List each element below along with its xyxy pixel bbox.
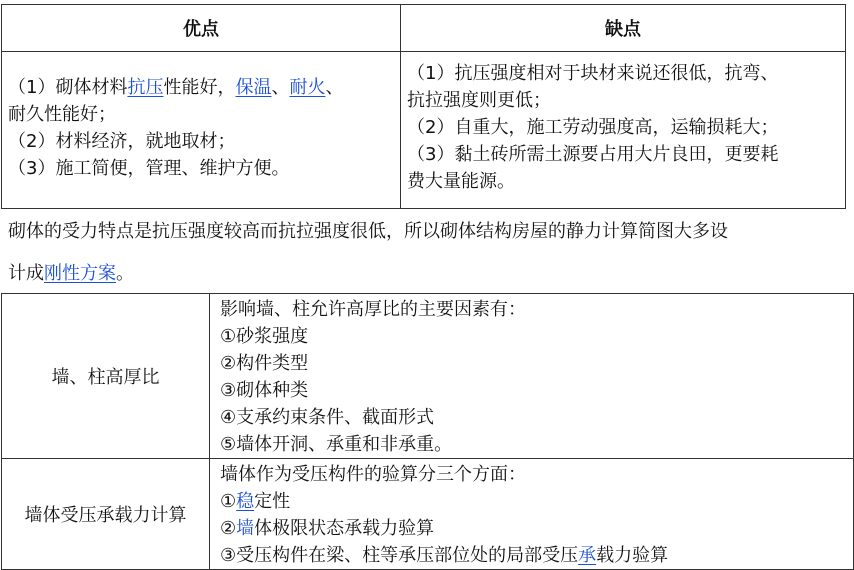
check-item-1 — [220, 488, 853, 515]
link-kangya[interactable]: 抗压 — [127, 77, 164, 98]
pros-text: （1）砌体材料 — [8, 77, 128, 98]
check-item-3 — [220, 542, 853, 569]
paragraph-line-1: 砌体的受力特点是抗压强度较高而抗拉强度很低，所以砌体结构房屋的静力计算简图大多设 — [8, 221, 728, 242]
check-text: 载力验算 — [596, 545, 669, 566]
checks-intro: 墙体作为受压构件的验算分三个方面： — [220, 464, 526, 485]
pros-line-1 — [8, 74, 394, 101]
paragraph-text: 计成 — [8, 263, 44, 284]
pros-line-2: 耐久性能好； — [8, 104, 116, 125]
cons-line-1: （1）抗压强度相对于块材来说还很低，抗弯、 — [407, 63, 779, 84]
height-thickness-factors — [210, 294, 854, 459]
cons-cell — [401, 52, 846, 209]
paragraph-text: 。 — [116, 263, 134, 284]
pros-text: 、 — [271, 77, 290, 98]
link-naihuo[interactable]: 耐火 — [289, 77, 326, 98]
pros-text: 性能好， — [163, 77, 236, 98]
wall-column-table — [1, 293, 854, 570]
cons-line-4: （3）黏土砖所需土源要占用大片良田，更要耗 — [407, 144, 779, 165]
cons-line-3: （2）自重大，施工劳动强度高，运输损耗大； — [407, 117, 779, 138]
factor-item: ③砌体种类 — [220, 380, 309, 401]
check-text: ① — [220, 491, 237, 512]
header-pros: 优点 — [2, 5, 401, 52]
pros-cell — [2, 52, 401, 209]
header-cons: 缺点 — [401, 5, 846, 52]
link-rigid-scheme[interactable]: 刚性方案 — [44, 263, 116, 284]
cons-line-2: 抗拉强度则更低； — [407, 90, 551, 111]
factor-item: ①砂浆强度 — [220, 326, 309, 347]
link-qiang[interactable]: 墙 — [236, 518, 255, 539]
link-cheng[interactable]: 承 — [578, 545, 597, 566]
factor-item: ④支承约束条件、截面形式 — [220, 407, 435, 428]
factor-item: ⑤墙体开洞、承重和非承重。 — [220, 434, 453, 455]
factor-item: ②构件类型 — [220, 353, 309, 374]
link-baowen[interactable]: 保温 — [235, 77, 272, 98]
stress-paragraph — [8, 211, 846, 295]
compression-checks — [210, 459, 854, 570]
pros-line-3: （2）材料经济，就地取材； — [8, 131, 236, 152]
check-text: 定性 — [254, 491, 291, 512]
row-label-compression-capacity: 墙体受压承载力计算 — [2, 459, 210, 570]
pros-line-4: （3）施工简便，管理、维护方便。 — [8, 158, 290, 179]
paragraph-line-2 — [8, 253, 846, 295]
check-text: ③受压构件在梁、柱等承压部位处的局部受压 — [220, 545, 579, 566]
check-item-2 — [220, 515, 853, 542]
cons-line-5: 费大量能源。 — [407, 171, 515, 192]
check-text: 体极限状态承载力验算 — [254, 518, 435, 539]
factors-intro: 影响墙、柱允许高厚比的主要因素有： — [220, 299, 526, 320]
pros-cons-table — [1, 4, 846, 209]
check-text: ② — [220, 518, 237, 539]
pros-text: 、 — [325, 77, 344, 98]
row-label-height-thickness: 墙、柱高厚比 — [2, 294, 210, 459]
link-wen[interactable]: 稳 — [236, 491, 255, 512]
